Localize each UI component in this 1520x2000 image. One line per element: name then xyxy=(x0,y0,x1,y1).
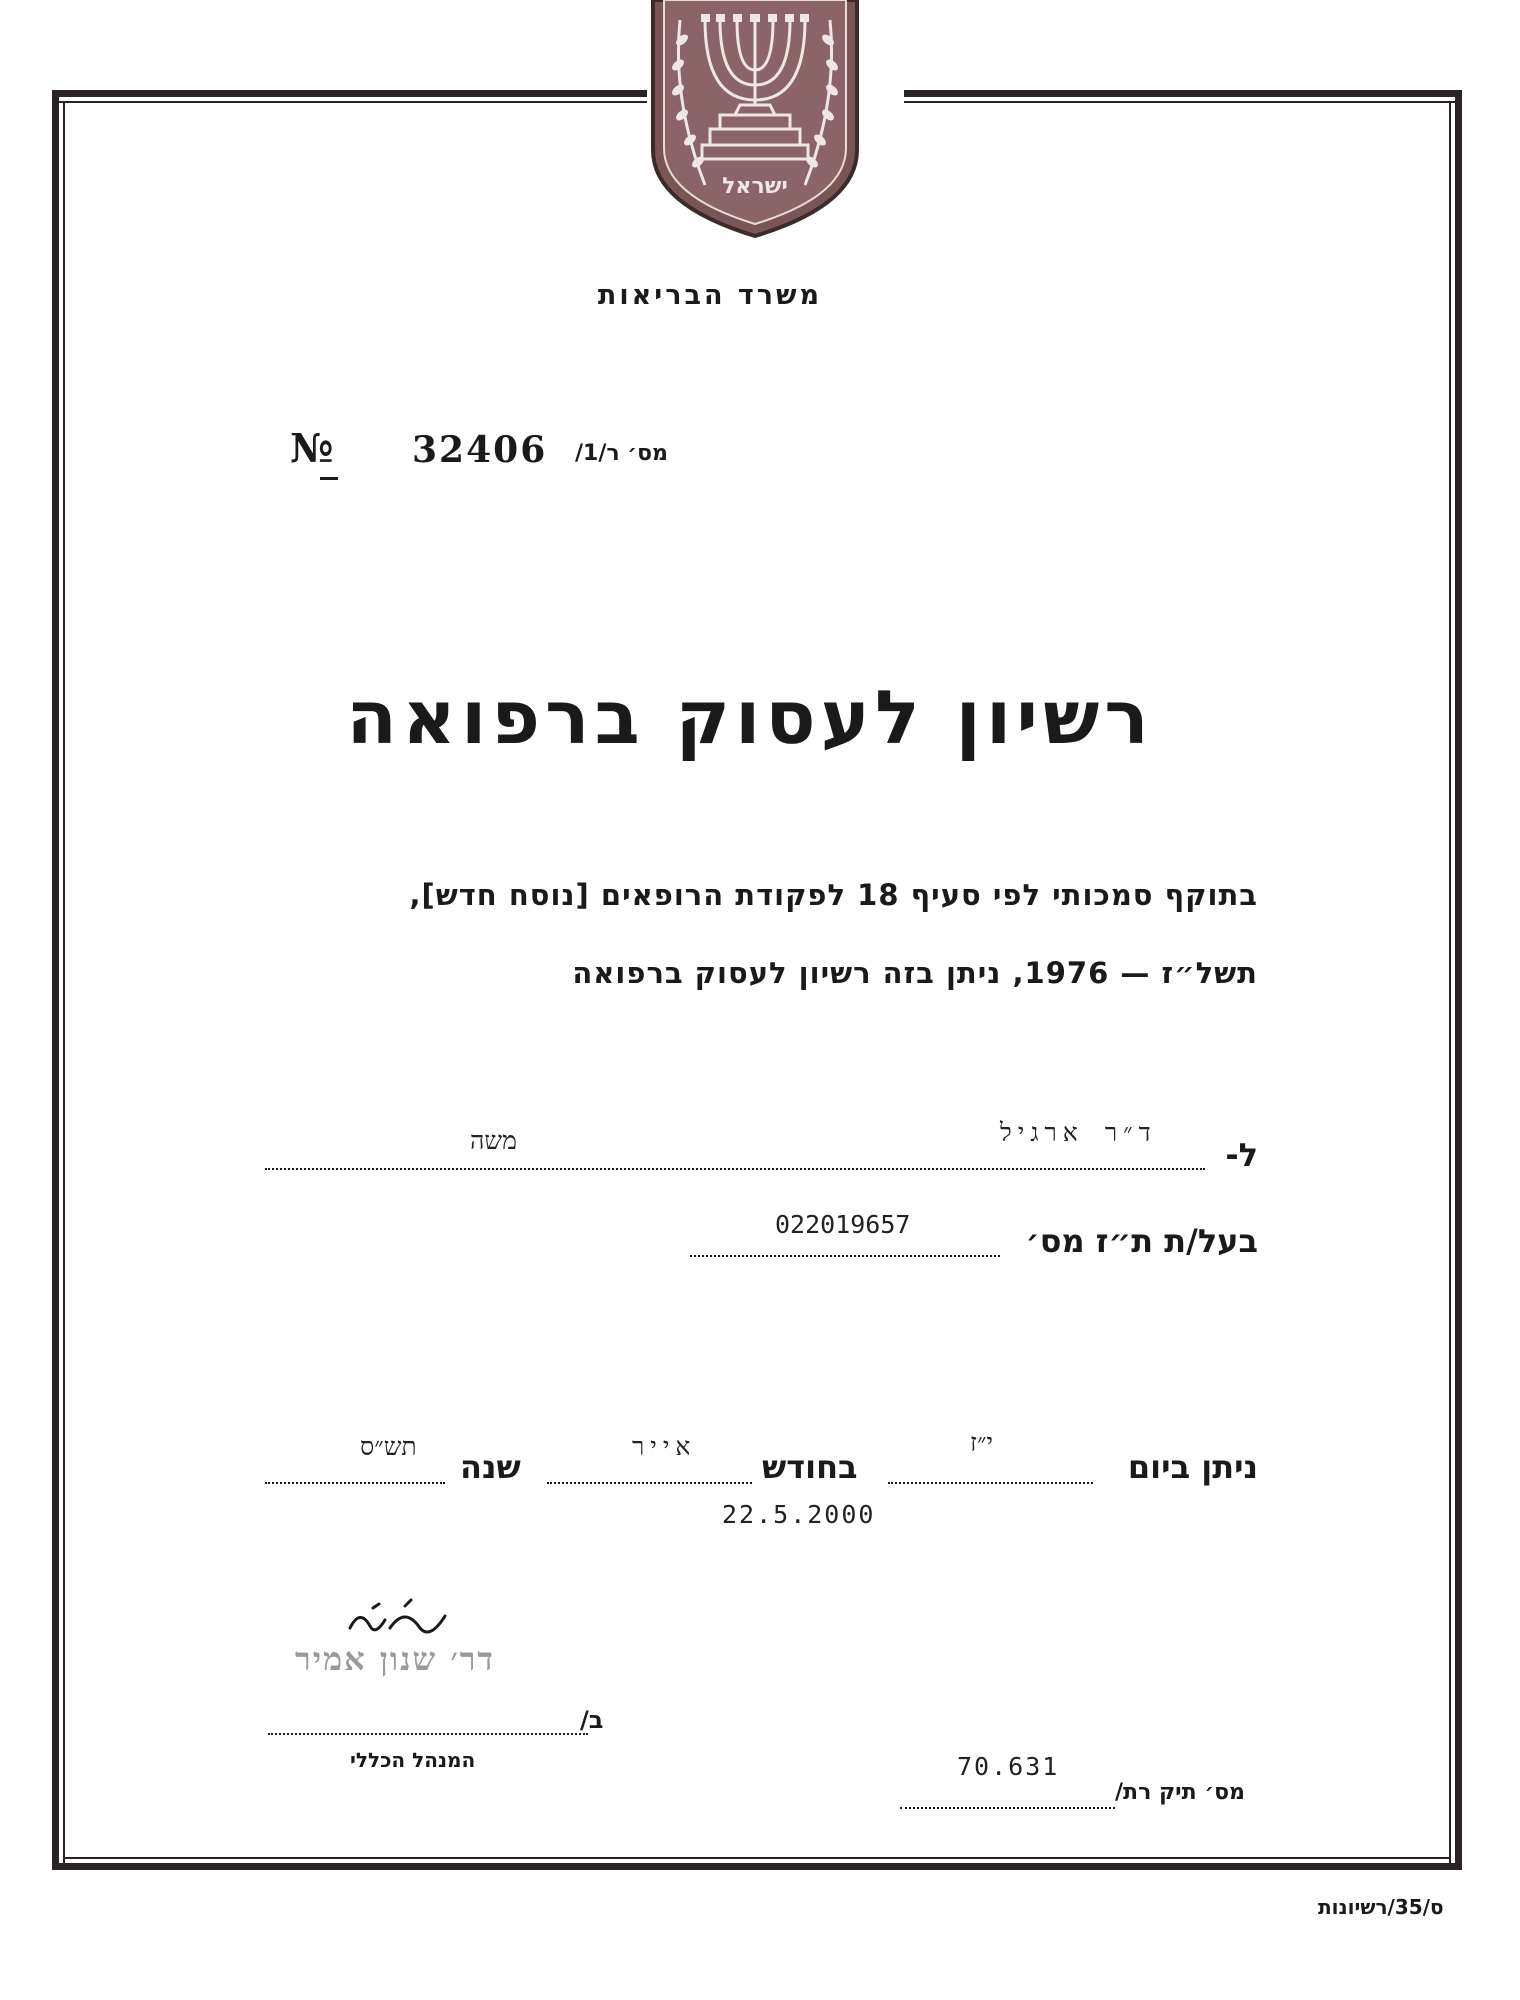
issued-year-label: שנה xyxy=(460,1448,521,1486)
signature-prefix: ב/ xyxy=(580,1706,604,1734)
border-bottom xyxy=(52,1863,1462,1870)
ministry-name: משרד הבריאות xyxy=(597,280,823,311)
issued-day-value: י״ז xyxy=(970,1428,994,1457)
border-bottom-inner xyxy=(63,1857,1451,1859)
border-top-left xyxy=(52,90,647,97)
authority-line-2: תשל״ז — 1976, ניתן בזה רשיון לעסוק ברפואה xyxy=(572,956,1258,990)
number-sign-underline xyxy=(320,477,338,480)
signatory-title: המנהל הכללי xyxy=(350,1748,476,1772)
authority-line-1: בתוקף סמכותי לפי סעיף 18 לפקודת הרופאים [נוסח חדש], xyxy=(409,878,1258,912)
recipient-first-name: משה xyxy=(470,1126,517,1155)
issued-day-dotted-line xyxy=(888,1482,1093,1484)
emblem-inscription: ישראל xyxy=(722,174,788,199)
border-right xyxy=(1455,90,1462,1870)
id-number-label: בעל/ת ת״ז מס׳ xyxy=(1025,1222,1258,1260)
border-top-left-inner xyxy=(58,101,647,103)
border-top-right xyxy=(904,90,1462,97)
issued-day-label: ניתן ביום xyxy=(1127,1448,1258,1486)
id-number-value: 022019657 xyxy=(775,1210,911,1239)
border-top-right-inner xyxy=(904,101,1456,103)
form-code: ס/35/רשיונות xyxy=(1318,1895,1444,1919)
recipient-surname: ד״ר ארגיל xyxy=(1000,1118,1157,1147)
license-number xyxy=(290,425,710,485)
border-left xyxy=(52,90,59,1870)
file-number-dotted-line xyxy=(900,1807,1115,1809)
id-number-dotted-line xyxy=(690,1255,1000,1257)
recipient-label: ל- xyxy=(1225,1136,1258,1174)
issued-month-value: אייר xyxy=(632,1432,697,1461)
number-sign: № xyxy=(290,425,334,472)
issued-month-dotted-line xyxy=(547,1482,752,1484)
file-number-label: מס׳ תיק רת/ xyxy=(1115,1780,1245,1805)
certificate-title: רשיון לעסוק ברפואה xyxy=(346,675,1154,761)
border-left-inner xyxy=(63,101,65,1863)
signature-dotted-line xyxy=(268,1733,588,1735)
signatory-name-stamp: דר׳ שנון אמיר xyxy=(295,1640,495,1678)
recipient-dotted-line xyxy=(265,1168,1205,1170)
issued-gregorian-date: 22.5.2000 xyxy=(722,1500,876,1529)
state-emblem-icon xyxy=(650,0,860,238)
file-number-value: 70.631 xyxy=(957,1752,1060,1781)
issued-year-value: תש״ס xyxy=(360,1432,417,1461)
license-number-value: 32406 xyxy=(412,429,548,471)
issued-year-dotted-line xyxy=(265,1482,445,1484)
issued-month-label: בחודש xyxy=(762,1448,858,1486)
license-number-prefix: מס׳ ר/1/ xyxy=(575,441,668,466)
border-right-inner xyxy=(1449,101,1451,1863)
